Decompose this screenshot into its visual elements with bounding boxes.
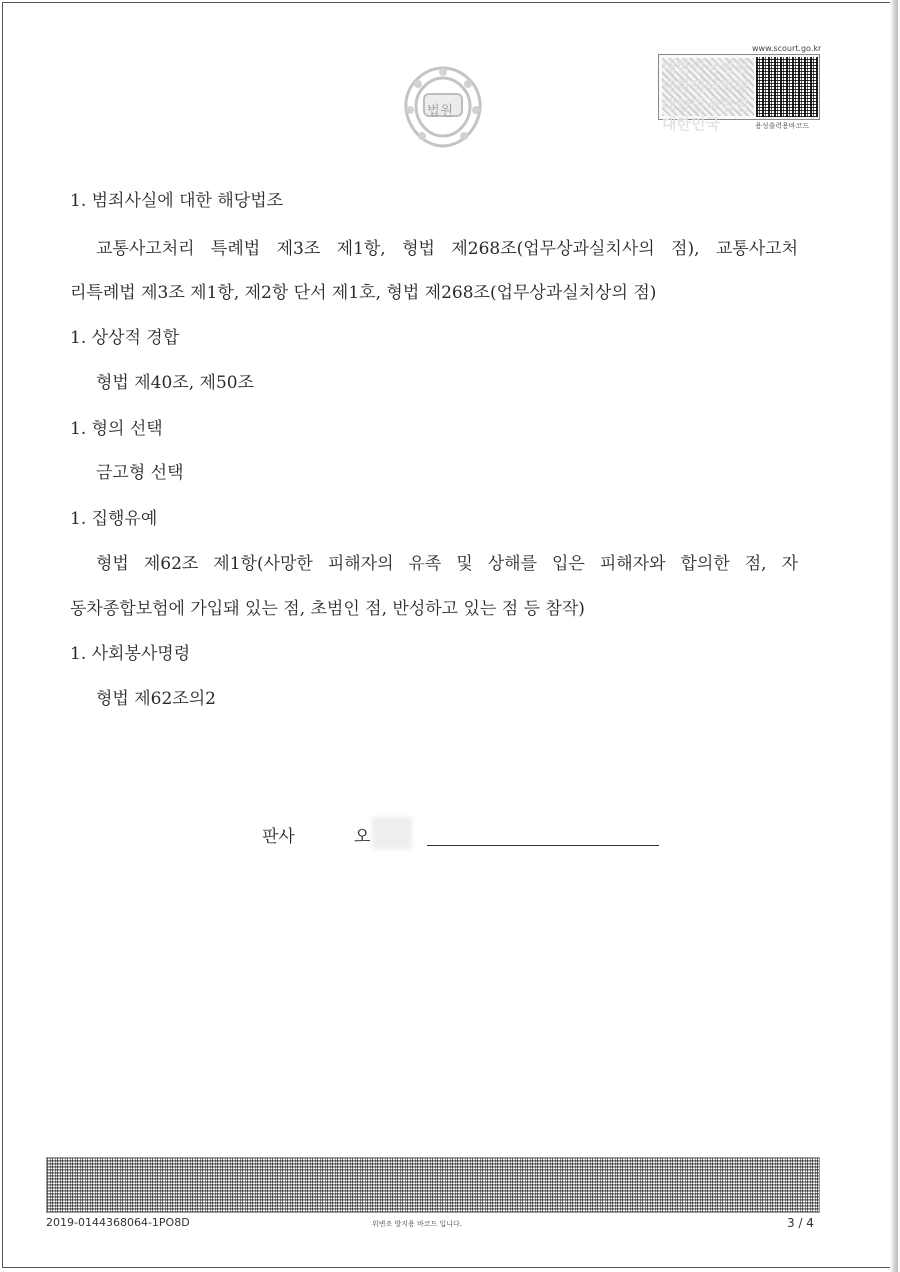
scan-edge-shadow [890, 0, 898, 1272]
applicable-law-line-2: 리특례법 제3조 제1항, 제2항 단서 제1호, 형법 제268조(업무상과실치상의 점) [70, 283, 657, 303]
anti-forgery-barcode [46, 1157, 820, 1213]
qr-code-icon [756, 57, 818, 117]
section-heading-community-service: 1. 사회봉사명령 [70, 644, 191, 664]
section-heading-sentence-choice: 1. 형의 선택 [70, 419, 163, 439]
barcode-caption: 용성출력용바코드 [755, 122, 810, 130]
redacted-name-blur [372, 817, 412, 849]
barcode-watermark: 대한민국법원대한민국법원대한민국법원대한민국 [662, 58, 754, 116]
document-id: 2019-0144368064-1PO8D [46, 1216, 190, 1229]
judge-name: 오 [354, 827, 371, 847]
probation-line-1: 형법 제62조 제1항(사망한 피해자의 유족 및 상해를 입은 피해자와 합의한 점, 자 [96, 554, 798, 574]
section-heading-probation: 1. 집행유예 [70, 509, 158, 529]
community-service-line-1: 형법 제62조의2 [96, 689, 216, 709]
judge-label: 판사 [262, 827, 295, 847]
concurrence-line-1: 형법 제40조, 제50조 [96, 373, 255, 393]
probation-line-2: 동차종합보험에 가입돼 있는 점, 초범인 점, 반성하고 있는 점 등 참작) [70, 599, 585, 619]
anti-forgery-note: 위변조 방지용 바코드 입니다. [372, 1220, 463, 1228]
applicable-law-line-1: 교통사고처리 특례법 제3조 제1항, 형법 제268조(업무상과실치사의 점), 교통사고처 [96, 239, 798, 259]
site-url: www.scourt.go.kr [752, 44, 822, 53]
section-heading-concurrence: 1. 상상적 경합 [70, 328, 180, 348]
page-number: 3 / 4 [787, 1216, 814, 1230]
sentence-choice-line-1: 금고형 선택 [96, 463, 184, 483]
court-seal-text: 법원 [427, 104, 455, 119]
section-heading-applicable-law: 1. 범죄사실에 대한 해당법조 [70, 191, 284, 211]
signature-line [427, 845, 659, 846]
